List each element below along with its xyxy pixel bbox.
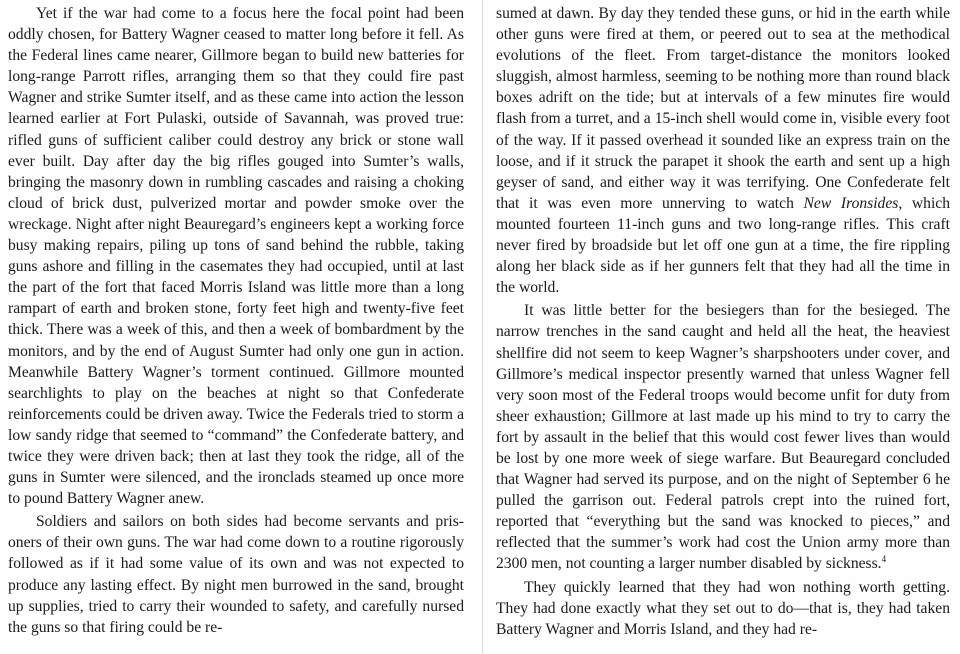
text-after-ship-name: , which mounted fourteen 11-inch guns and two long-range rifles. This craft never fired by broadside but let off one gun at a time, the fire rippling along her black side as if her gunners felt that they had all the time in the world. (496, 194, 951, 297)
right-text-column (496, 3, 950, 640)
paragraph-battery-wagner-focus: Yet if the war had come to a focus here the focal point had been oddly chosen, for Battery Wagner ceased to matter long before it fell. As the Federal lines came nearer, Gillmore began to build new batteries for long-range Parrott rifles, arranging them so that they could fire past Wagner and strike Sumter itself, and as these came into action the lesson learned earlier at Fort Pulaski, outside of Savannah, was proved true: rifled guns of sufficient caliber could destroy any brick or stone wall ever built. Day after day the big rifles gouged into Sumter’s walls, bringing the masonry down in rumbling cascades and raising a choking cloud of brick dust, pulverized mortar and powder smoke over the wreckage. Night after night Beauregard’s engineers kept a working force busy making repairs, piling up tons of sand behind the rubble, taking guns ashore and filling in the casemates they had occupied, until at last the part of the fort that faced Morris Island was little more than a long rampart of earth and broken stone, forty feet high and twenty-five feet thick. There was a week of this, and then a week of bombardment by the monitors, and by the end of August Sumter had only one gun in action. Meanwhile Battery Wagner’s torment continued. Gillmore mounted searchlights to play on the beaches at night so that Confederate reinforcements could be driven away. Twice the Federals tried to storm a low sandy ridge that seemed to “command” the Confederate battery, and twice they were driven back; then at last they took the ridge, all of the guns in Sumter were silenced, and the ironclads steamed up once more to pound Battery Wagner anew. (8, 5, 464, 508)
text-before-ship-name: sumed at dawn. By day they tended these guns, or hid in the earth while other guns were fired at them, or peered out to sea at the methodical evolutions of the fleet. From target-distance the monitors looked sluggish, almost harmless, seeming to be nothing more than round black boxes adrift on the tide; but at intervals of a few minutes fire would flash from a turret, and a 15-inch shell would come in, visible every foot of the way. If it passed overhead it sounded like an express train on the loose, and if it struck the parapet it shook the earth and sent up a high geyser of sand, and either way it was terrifying. One Confederate felt that it was even more unnerving to watch (496, 5, 950, 212)
paragraph-soldiers-and-sailors: Soldiers and sailors on both sides had become servants and prisoners of their own guns. The war had come down to a routine rigorously followed as if it had some value of its own and was not expected to produce any lasting effect. By night men burrowed in the sand, brought up supplies, tried to carry their wounded to safety, and carefully nursed the guns so that firing could be re- (8, 513, 464, 636)
besiegers-text: It was little better for the besiegers than for the besieged. The narrow trenches in the sand caught and held all the heat, the heaviest shellfire did not seem to keep Wagner’s sharpshooters under cover, and Gillmore’s medical inspector presently warned that unless Wagner fell very soon most of the Federal troops would become unfit for duty from sheer exhaustion; Gillmore at last made up his mind to try to carry the fort by assault in the belief that this would cost fewer lives than would be lost by one more week of siege warfare. But Beauregard concluded that Wagner had served its purpose, and on the night of September 6 he pulled the garrison out. Federal patrols crept into the ruined fort, reported that “everything but the sand was knocked to pieces,” and reflected that the summer’s work had cost the Union army more than 2300 men, not counting a larger number disabled by sickness. (496, 302, 950, 573)
left-text-column (8, 3, 464, 638)
ship-name-italic: New Ironsides (803, 194, 899, 212)
column-gutter (482, 0, 483, 654)
footnote-marker: 4 (881, 554, 887, 565)
paragraph-continued-guns (496, 3, 950, 298)
paragraph-besiegers (496, 300, 950, 574)
paragraph-won-nothing: They quickly learned that they had won nothing worth getting. They had done exactly what they set out to do—that is, they had taken Battery Wagner and Morris Island, and they had re- (496, 578, 950, 638)
